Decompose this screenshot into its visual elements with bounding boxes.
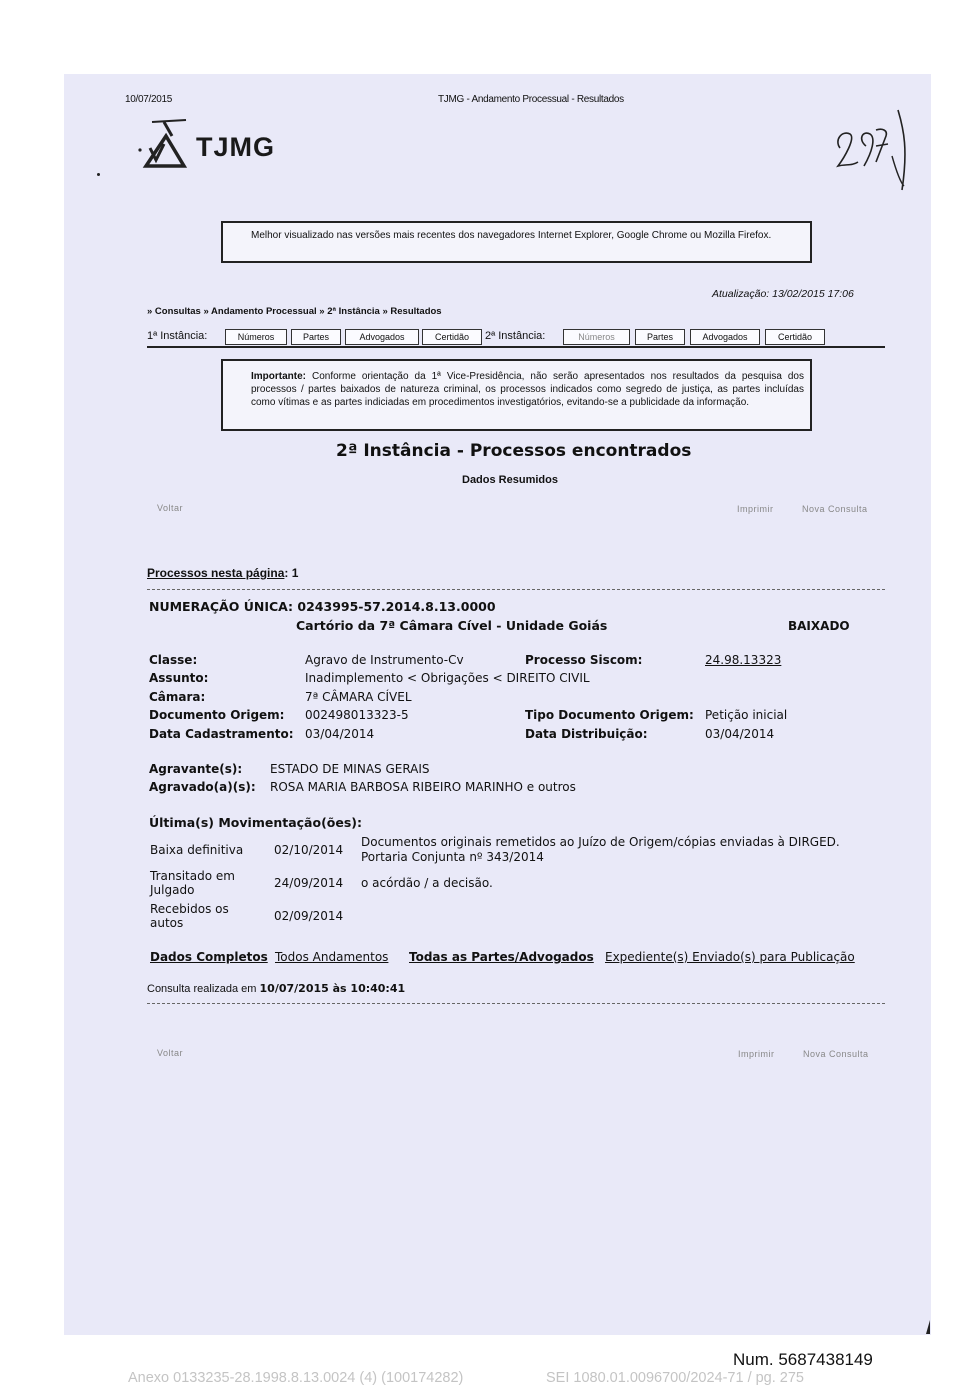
doc-origem-label: Documento Origem: xyxy=(149,708,285,722)
breadcrumb[interactable]: » Consultas » Andamento Processual » 2ª Instância » Resultados xyxy=(147,306,442,317)
new-search-link-top[interactable]: Nova Consulta xyxy=(802,504,868,514)
mov-2-type-2: Julgado xyxy=(150,883,195,897)
cadastro-label: Data Cadastramento: xyxy=(149,727,294,741)
processes-label: Processos nesta página xyxy=(147,566,285,580)
print-page-title: TJMG - Andamento Processual - Resultados xyxy=(438,94,624,105)
bottom-divider xyxy=(147,1003,885,1004)
status-badge: BAIXADO xyxy=(788,619,850,633)
print-date: 10/07/2015 xyxy=(125,94,173,105)
agravado-value: ROSA MARIA BARBOSA RIBEIRO MARINHO e outros xyxy=(270,780,576,794)
mov-3-type-1: Recebidos os xyxy=(150,902,229,916)
mov-2-date: 24/09/2014 xyxy=(274,876,344,890)
processes-count xyxy=(147,566,298,580)
back-link-top[interactable]: Voltar xyxy=(157,503,184,513)
classe-value: Agravo de Instrumento-Cv xyxy=(305,653,464,667)
consulta-info xyxy=(147,982,405,995)
camara-value: 7ª CÂMARA CÍVEL xyxy=(305,690,412,704)
distribuicao-value: 03/04/2014 xyxy=(705,727,775,741)
tab-second-numeros[interactable]: Números xyxy=(563,329,630,345)
important-text: Conforme orientação da 1ª Vice-Presidência, não serão apresentados nos resultados da pesquisa dos processos / partes baixados de natureza criminal, os processos indicados como segredo de justiça, as partes incluídas como vítimas e as partes indiciadas em procedimentos investigatórios, evitando-se a publicidade da informação. xyxy=(251,371,804,408)
second-instance-label: 2ª Instância: xyxy=(485,330,546,342)
mov-1-date: 02/10/2014 xyxy=(274,843,344,857)
tipo-doc-label: Tipo Documento Origem: xyxy=(525,708,694,722)
first-instance-label: 1ª Instância: xyxy=(147,330,208,342)
results-title: 2ª Instância - Processos encontrados xyxy=(336,441,692,461)
tab-second-advogados[interactable]: Advogados xyxy=(690,329,760,345)
important-lead: Importante: xyxy=(251,371,306,382)
tjmg-logo-icon xyxy=(138,116,188,170)
dados-completos-link[interactable]: Dados Completos xyxy=(150,950,268,964)
agravante-label: Agravante(s): xyxy=(149,762,243,776)
todos-andamentos-link[interactable]: Todos Andamentos xyxy=(275,950,389,964)
results-divider xyxy=(147,589,885,590)
new-search-link-bottom[interactable]: Nova Consulta xyxy=(803,1049,869,1059)
consulta-datetime: 10/07/2015 às 10:40:41 xyxy=(259,982,406,995)
tab-first-certidao[interactable]: Certidão xyxy=(422,329,482,345)
browser-notice-box xyxy=(221,221,812,263)
tab-second-certidao[interactable]: Certidão xyxy=(765,329,825,345)
siscom-label: Processo Siscom: xyxy=(525,653,643,667)
update-timestamp: Atualização: 13/02/2015 17:06 xyxy=(712,288,854,300)
mov-1-desc-1: Documentos originais remetidos ao Juízo de Origem/cópias enviadas à DIRGED. xyxy=(361,835,840,849)
results-subtitle: Dados Resumidos xyxy=(462,474,558,486)
numeracao-unica: NUMERAÇÃO ÚNICA: 0243995-57.2014.8.13.0000 xyxy=(149,599,496,614)
assunto-value: Inadimplemento < Obrigações < DIREITO CIVIL xyxy=(305,671,590,685)
important-notice xyxy=(251,370,804,409)
consulta-prefix: Consulta realizada em xyxy=(147,983,257,995)
dot-mark xyxy=(97,173,100,176)
mov-3-type-2: autos xyxy=(150,916,184,930)
back-link-bottom[interactable]: Voltar xyxy=(157,1048,184,1058)
mov-1-type: Baixa definitiva xyxy=(150,843,244,857)
mov-2-type-1: Transitado em xyxy=(150,869,235,883)
expediente-link[interactable]: Expediente(s) Enviado(s) para Publicação xyxy=(605,950,855,964)
sei-reference: SEI 1080.01.0096700/2024-71 / pg. 275 xyxy=(546,1370,804,1386)
print-link-top[interactable]: Imprimir xyxy=(737,504,774,514)
processes-count-value: : 1 xyxy=(284,566,299,580)
corner-mark xyxy=(926,1320,930,1334)
mov-2-desc: o acórdão / a decisão. xyxy=(361,876,493,890)
scanned-page xyxy=(64,74,931,1335)
handwritten-page-number xyxy=(830,100,920,192)
siscom-link[interactable]: 24.98.13323 xyxy=(705,653,782,667)
mov-1-desc-2: Portaria Conjunta nº 343/2014 xyxy=(361,850,544,864)
agravado-label: Agravado(a)(s): xyxy=(149,780,256,794)
tipo-doc-value: Petição inicial xyxy=(705,708,788,722)
tab-first-advogados[interactable]: Advogados xyxy=(345,329,419,345)
distribuicao-label: Data Distribuição: xyxy=(525,727,648,741)
important-notice-box xyxy=(221,359,812,431)
tabs-divider xyxy=(147,346,885,348)
camara-label: Câmara: xyxy=(149,690,206,704)
tjmg-logo-text: TJMG xyxy=(196,132,276,162)
tab-first-numeros[interactable]: Números xyxy=(225,329,287,345)
tab-second-partes[interactable]: Partes xyxy=(635,329,685,345)
print-link-bottom[interactable]: Imprimir xyxy=(738,1049,775,1059)
classe-label: Classe: xyxy=(149,653,198,667)
assunto-label: Assunto: xyxy=(149,671,209,685)
cartorio: Cartório da 7ª Câmara Cível - Unidade Goiás xyxy=(296,618,608,633)
doc-origem-value: 002498013323-5 xyxy=(305,708,409,722)
movimentacoes-title: Última(s) Movimentação(ões): xyxy=(149,815,363,830)
anexo-reference: Anexo 0133235-28.1998.8.13.0024 (4) (100174282) xyxy=(128,1370,464,1386)
browser-notice-text: Melhor visualizado nas versões mais recentes dos navegadores Internet Explorer, Google Chrome ou Mozilla Firefox. xyxy=(251,230,772,241)
document-number: Num. 5687438149 xyxy=(733,1350,873,1369)
mov-3-date: 02/09/2014 xyxy=(274,909,344,923)
todas-partes-link[interactable]: Todas as Partes/Advogados xyxy=(409,950,594,964)
tab-first-partes[interactable]: Partes xyxy=(291,329,341,345)
agravante-value: ESTADO DE MINAS GERAIS xyxy=(270,762,430,776)
cadastro-value: 03/04/2014 xyxy=(305,727,375,741)
